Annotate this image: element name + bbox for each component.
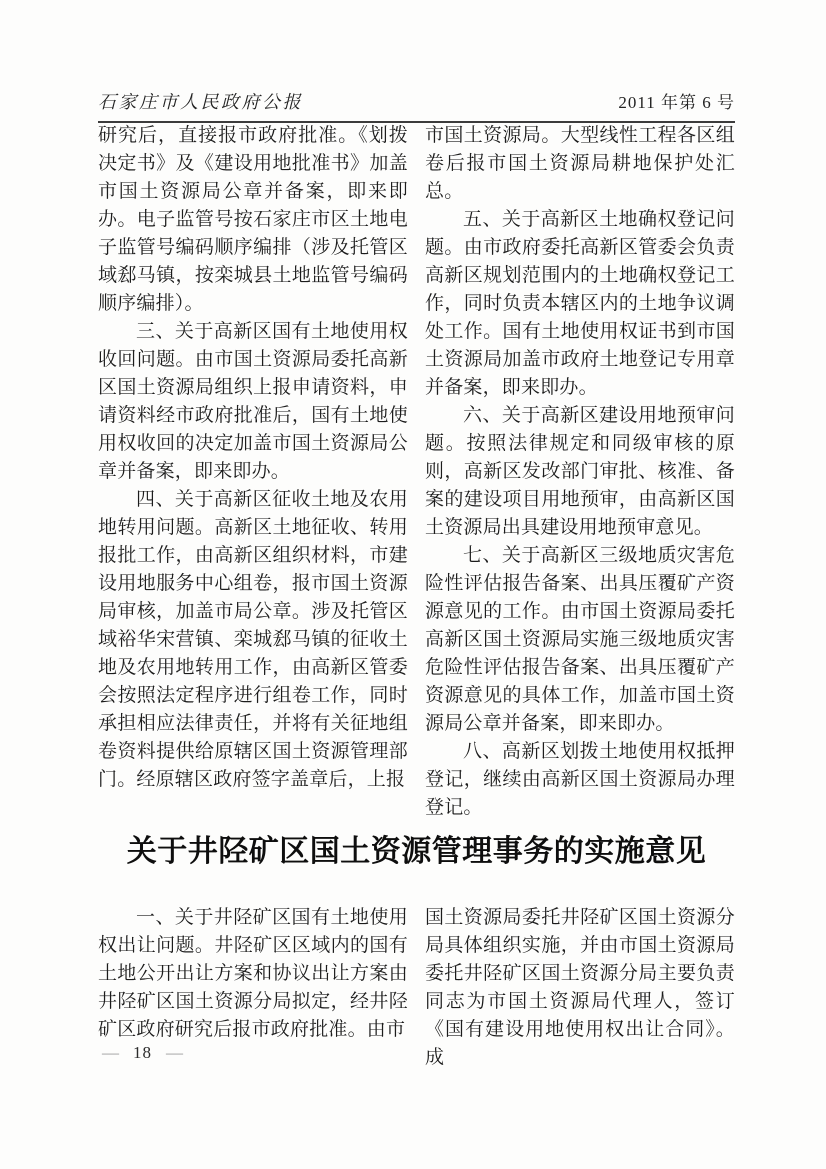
paragraph: 七、关于高新区三级地质灾害危险性评估报告备案、出具压覆矿产资源意见的工作。由市国土资源局委托高新区国土资源局实施三级地质灾害危险性评估报告备案、出具压覆矿产资源意见的具体工作，加盖市国土资源局公章并备案，即来即办。 bbox=[425, 545, 735, 734]
publication-title: 石家庄市人民政府公报 bbox=[98, 92, 303, 112]
article-title: 关于井陉矿区国土资源管理事务的实施意见 bbox=[126, 835, 707, 868]
paragraph: 五、关于高新区土地确权登记问题。由市政府委托高新区管委会负责高新区规划范围内的土地确权登记工作，同时负责本辖区内的土地争议调处工作。国有土地使用权证书到市国土资源局加盖市政府土地登记专用章并备案，即来即办。 bbox=[425, 209, 735, 398]
paragraph: 国土资源局委托井陉矿区国土资源分局具体组织实施，并由市国土资源局委托井陉矿区国土资源分局主要负责同志为市国土资源局代理人，签订《国有建设用地使用权出让合同》。成 bbox=[425, 907, 735, 1068]
paragraph: 研究后，直接报市政府批准。《划拨决定书》及《建设用地批准书》加盖市国土资源局公章并备案，即来即办。电子监管号按石家庄市区土地电子监管号编码顺序编排（涉及托管区域郄马镇，按栾城县土地监管号编码顺序编排）。 bbox=[98, 125, 408, 314]
page-footer bbox=[102, 1043, 183, 1063]
folio-left-dash: — bbox=[102, 1043, 119, 1062]
paragraph: 四、关于高新区征收土地及农用地转用问题。高新区土地征收、转用报批工作，由高新区组织材料，市建设用地服务中心组卷，报市国土资源局审核，加盖市局公章。涉及托管区域裕华宋营镇、栾城郄马镇的征收土地及农用地转用工作，由高新区管委会按照法定程序进行组卷工作，同时承担相应法律责任，并将有关征地组卷资料提供给原辖区国土资源管理部门。经原辖区政府签字盖章后，上报 bbox=[98, 489, 408, 790]
right-column bbox=[425, 122, 735, 822]
folio-right-dash: — bbox=[166, 1043, 183, 1062]
article-continuation-section bbox=[98, 122, 735, 822]
paragraph: 三、关于高新区国有土地使用权收回问题。由市国土资源局委托高新区国土资源局组织上报申请资料，申请资料经市政府批准后，国有土地使用权收回的决定加盖市国土资源局公章并备案，即来即办。 bbox=[98, 321, 408, 482]
left-column bbox=[98, 122, 408, 822]
page-number: 18 bbox=[133, 1043, 152, 1062]
paragraph: 六、关于高新区建设用地预审问题。按照法律规定和同级审核的原则，高新区发改部门审批、核准、备案的建设项目用地预审，由高新区国土资源局出具建设用地预审意见。 bbox=[425, 405, 735, 538]
right-column bbox=[425, 904, 735, 1072]
paragraph: 市国土资源局。大型线性工程各区组卷后报市国土资源局耕地保护处汇总。 bbox=[425, 125, 735, 202]
paragraph: 一、关于井陉矿区国有土地使用权出让问题。井陉矿区区域内的国有土地公开出让方案和协议出让方案由井陉矿区国土资源分局拟定，经井陉矿区政府研究后报市政府批准。由市 bbox=[98, 907, 408, 1040]
issue-number: 2011 年第 6 号 bbox=[618, 93, 735, 112]
paragraph: 八、高新区划拨土地使用权抵押登记，继续由高新区国土资源局办理登记。 bbox=[425, 741, 735, 818]
article-body-section bbox=[98, 904, 735, 1072]
running-head bbox=[98, 88, 735, 123]
